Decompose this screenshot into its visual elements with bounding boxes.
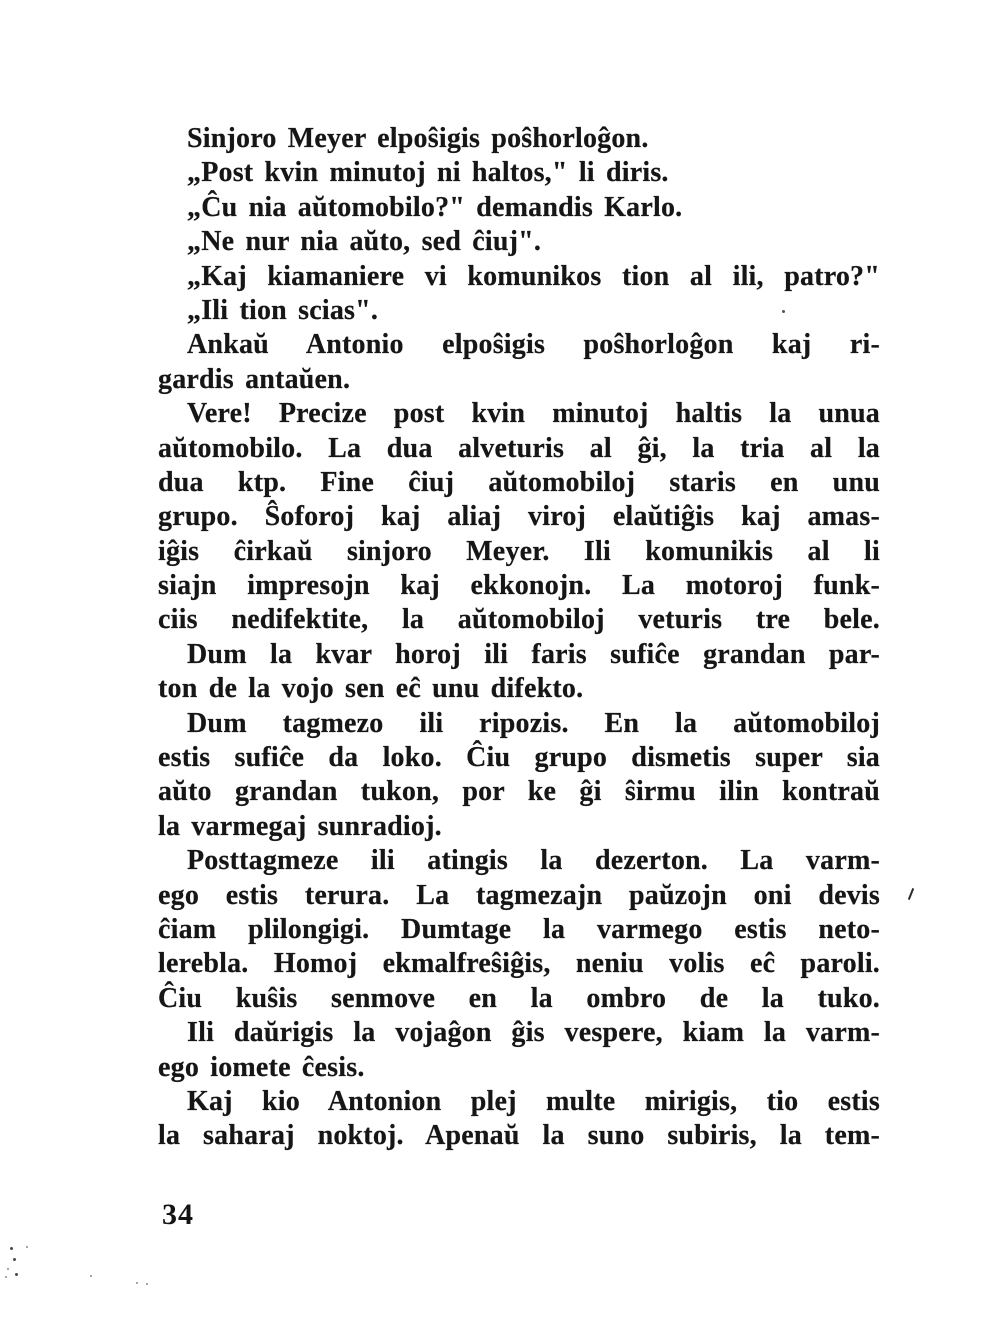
text-line: Ankaŭ Antonio elpoŝigis poŝhorloĝon kaj ri-	[187, 329, 880, 361]
text-line: „Post kvin minutoj ni haltos," li diris.	[187, 157, 669, 189]
text-line: la saharaj noktoj. Apenaŭ la suno subiris, la tem-	[158, 1120, 880, 1152]
text-line: dua ktp. Fine ĉiuj aŭtomobiloj staris en unu	[158, 466, 880, 498]
text-line: gardis antaŭen.	[158, 363, 351, 395]
text-line: Posttagmeze ili atingis la dezerton. La varm-	[187, 845, 880, 877]
text-line: ego estis terura. La tagmezajn paŭzojn oni devis	[158, 879, 880, 911]
text-line: estis sufiĉe da loko. Ĉiu grupo dismetis super sia	[158, 742, 880, 774]
text-line: Sinjoro Meyer elpoŝigis poŝhorloĝon.	[187, 123, 649, 154]
text-block	[158, 122, 880, 1154]
text-line: aŭto grandan tukon, por ke ĝi ŝirmu ilin kontraŭ	[158, 776, 880, 808]
text-line: „Kaj kiamaniere vi komunikos tion al ili, patro?"	[187, 260, 880, 292]
text-line: lerebla. Homoj ekmalfreŝiĝis, neniu volis eĉ paroli.	[158, 948, 880, 980]
scan-speckle	[136, 1282, 138, 1284]
text-line: Kaj kio Antonion plej multe mirigis, tio estis	[187, 1085, 880, 1117]
scan-speckle	[5, 1276, 7, 1278]
scan-speckle	[15, 1273, 18, 1276]
scan-speckle	[90, 1275, 92, 1277]
scan-speckle	[7, 1268, 9, 1270]
scan-speckle	[26, 1246, 28, 1248]
text-line: la varmegaj sunradioj.	[158, 810, 442, 842]
page-number: 34	[162, 1198, 194, 1231]
text-line: aŭtomobilo. La dua alveturis al ĝi, la tria al la	[158, 432, 880, 464]
text-line: ĉiam plilongigi. Dumtage la varmego estis neto-	[158, 913, 880, 945]
text-line: siajn impresojn kaj ekkonojn. La motoroj funk-	[158, 570, 880, 602]
text-line: iĝis ĉirkaŭ sinjoro Meyer. Ili komunikis al li	[158, 535, 880, 567]
text-line: „Ne nur nia aŭto, sed ĉiuj".	[187, 226, 542, 258]
scan-speckle	[10, 1247, 13, 1250]
text-line: „Ili tion scias".	[187, 294, 379, 326]
text-line: Dum tagmezo ili ripozis. En la aŭtomobiloj	[187, 707, 880, 739]
scan-speckle	[13, 1258, 16, 1261]
text-line: grupo. Ŝoforoj kaj aliaj viroj elaŭtiĝis kaj amas-	[158, 501, 880, 533]
text-line: ton de la vojo sen eĉ unu difekto.	[158, 673, 584, 705]
text-line: „Ĉu nia aŭtomobilo?" demandis Karlo.	[187, 191, 683, 223]
text-line: Dum la kvar horoj ili faris sufiĉe grandan par-	[187, 638, 880, 670]
text-line: Ili daŭrigis la vojaĝon ĝis vespere, kiam la varm-	[187, 1017, 880, 1049]
text-line: Vere! Precize post kvin minutoj haltis la unua	[187, 398, 880, 430]
scan-artifact	[782, 310, 785, 313]
text-line: ego iomete ĉesis.	[158, 1051, 365, 1083]
scan-artifact	[908, 888, 914, 900]
text-line: ciis nedifektite, la aŭtomobiloj veturis tre bele.	[158, 604, 880, 636]
text-line: Ĉiu kuŝis senmove en la ombro de la tuko.	[158, 982, 880, 1014]
scan-speckle	[146, 1283, 148, 1285]
